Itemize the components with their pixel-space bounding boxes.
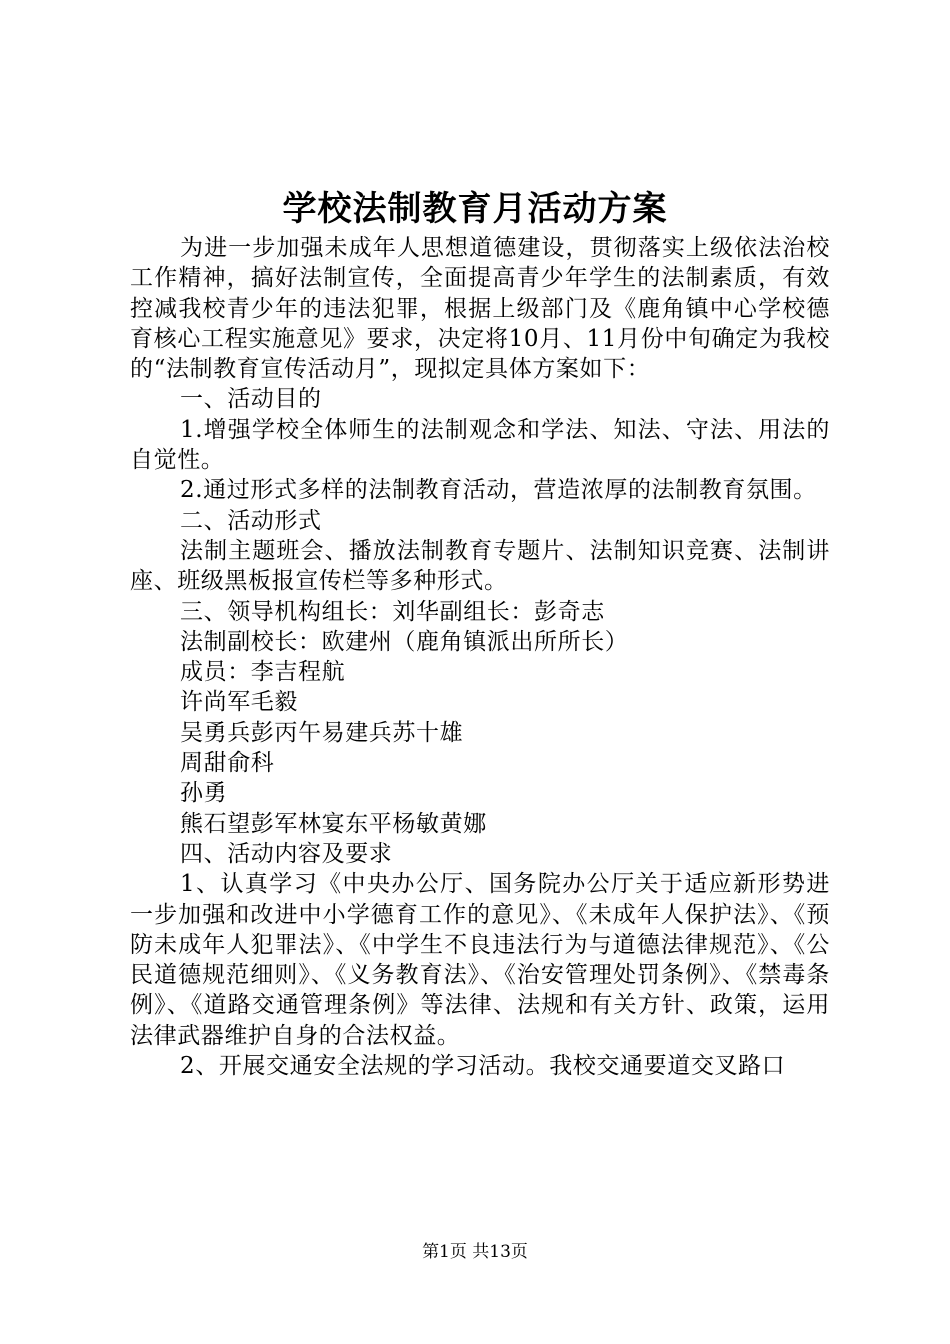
format-paragraph: 法制主题班会、播放法制教育专题片、法制知识竞赛、法制讲座、班级黑板报宣传栏等多种形式。 [130,537,830,595]
section-heading-purpose: 一、活动目的 [180,386,322,413]
section-heading-leadership: 三、领导机构组长：刘华副组长：彭奇志 [180,598,605,625]
section-heading-content: 四、活动内容及要求 [180,840,393,867]
document-body [130,233,830,1081]
intro-paragraph: 为进一步加强未成年人思想道德建设，贯彻落实上级依法治校工作精神，搞好法制宣传，全面提高青少年学生的法制素质，有效控减我校青少年的违法犯罪，根据上级部门及《鹿角镇中心学校德育核心工程实施意见》要求，决定将10月、11月份中旬确定为我校的“法制教育宣传活动月”，现拟定具体方案如下： [130,235,830,383]
leadership-members-line: 孙勇 [180,780,228,807]
leadership-members-line: 吴勇兵彭丙午易建兵苏十雄 [180,719,464,746]
section-heading-format: 二、活动形式 [180,507,322,534]
leadership-members-line: 成员：李吉程航 [180,659,346,686]
document-title: 学校法制教育月活动方案 [282,189,668,229]
leadership-members-line: 许尚军毛毅 [180,689,298,716]
content-item-2: 2、开展交通安全法规的学习活动。我校交通要道交叉路口 [180,1053,786,1080]
purpose-item-1: 1.增强学校全体师生的法制观念和学法、知法、守法、用法的自觉性。 [130,416,830,474]
content-item-1: 1、认真学习《中央办公厅、国务院办公厅关于适应新形势进一步加强和改进中小学德育工作的意见》、《未成年人保护法》、《预防未成年人犯罪法》、《中学生不良违法行为与道德法律规范》、《公民道德规范细则》、《义务教育法》、《治安管理处罚条例》、《禁毒条例》、《道路交通管理条例》等法律、法规和有关方针、政策，运用法律武器维护自身的合法权益。 [130,871,830,1049]
leadership-vice-principal: 法制副校长：欧建州（鹿角镇派出所所长） [180,628,629,655]
leadership-members-line: 熊石望彭军林宴东平杨敏黄娜 [180,810,487,837]
leadership-members-line: 周甜俞科 [180,750,275,777]
purpose-item-2: 2.通过形式多样的法制教育活动，营造浓厚的法制教育氛围。 [180,477,817,504]
page-footer: 第1页 共13页 [422,1242,528,1262]
